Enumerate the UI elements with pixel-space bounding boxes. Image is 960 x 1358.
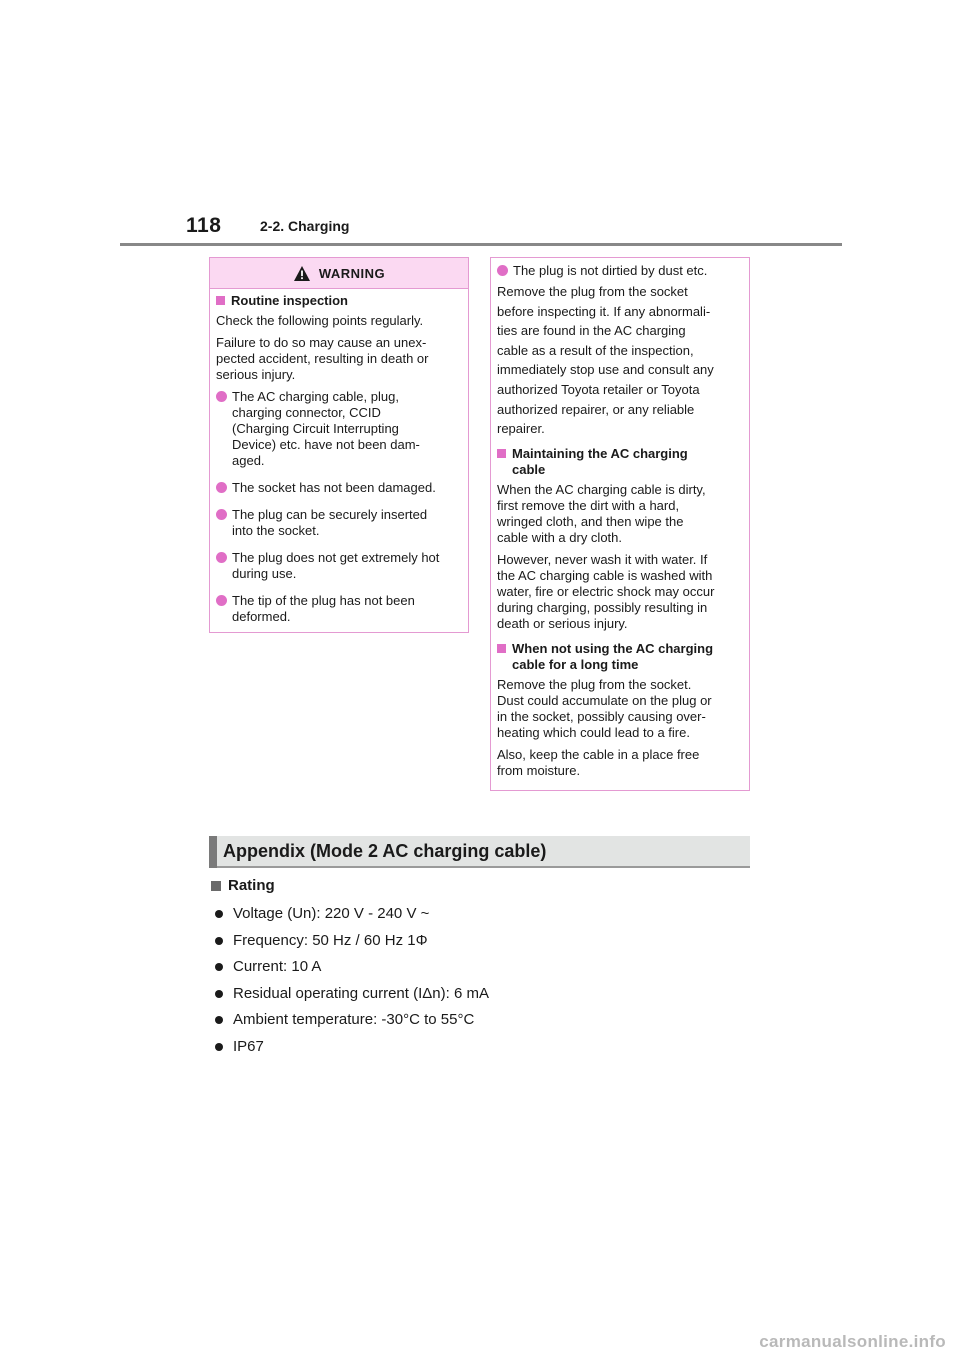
bullet-dot-icon [215,990,223,998]
section-title: 2-2. Charging [260,218,350,234]
maintaining-heading [497,446,743,478]
maintaining-text [497,482,743,546]
caution-text [216,335,462,383]
list-item [216,507,462,539]
list-item [211,928,489,955]
detail-line: cable as a result of the inspection, [497,342,694,358]
bullet-dot-icon [215,910,223,918]
round-bullet-icon [497,265,508,276]
warning-header [210,258,468,289]
list-item [216,593,462,625]
list-item [211,954,489,981]
spec-text: Current: 10 A [233,958,322,976]
heading-accent [209,836,217,868]
bullet-dot-icon [215,963,223,971]
round-bullet-icon [216,482,227,493]
detail-line: immediately stop use and consult any [497,362,714,378]
not-using-text [497,677,743,741]
rating-spec-list [211,901,489,1060]
square-bullet-icon [211,881,221,891]
list-item [211,1034,489,1061]
heading-line: cable [512,461,546,477]
not-using-heading [497,641,743,673]
watermark-link[interactable]: carmanualsonline.info [759,1332,946,1351]
rating-heading [211,877,275,894]
list-item-text: The socket has not been damaged. [232,480,436,495]
inspection-detail-text [497,282,743,439]
bullet-dot-icon [215,1043,223,1051]
list-item [216,550,462,582]
warning-box [209,257,469,633]
text-line: from moisture. [497,762,581,778]
caution-line: pected accident, resulting in death or [216,351,429,366]
square-bullet-icon [497,449,506,458]
page-number: 118 [186,214,222,237]
detail-line: repairer. [497,421,545,437]
item-line: charging connector, CCID [232,405,381,420]
list-item-text [232,593,462,625]
text-line: heating which could lead to a fire. [497,724,690,740]
not-using-moisture-text [497,747,743,779]
item-line: deformed. [232,609,291,624]
header-divider [120,243,842,246]
detail-line: before inspecting it. If any abnormali- [497,303,711,319]
text-line: during charging, possibly resulting in [497,599,708,615]
detail-line: authorized repairer, or any reliable [497,401,695,417]
heading-line: Maintaining the AC charging [512,445,688,461]
heading-text [512,641,713,673]
square-bullet-icon [497,644,506,653]
caution-line: Failure to do so may cause an unex- [216,335,427,350]
warning-continuation-box [490,257,750,791]
warning-triangle-icon [293,265,311,282]
appendix-title: Appendix (Mode 2 AC charging cable) [223,841,547,861]
item-line: The AC charging cable, plug, [232,389,399,404]
detail-line: Remove the plug from the socket [497,284,688,299]
list-item [211,1007,489,1034]
list-item-text [232,507,462,539]
heading-line: When not using the AC charging [512,640,714,656]
list-item-text [232,550,462,582]
spec-text: Residual operating current (IΔn): 6 mA [233,984,489,1002]
item-line: into the socket. [232,523,320,538]
list-item [497,263,743,279]
item-line: The plug can be securely inserted [232,507,428,522]
text-line: Remove the plug from the socket. [497,676,692,692]
warning-title: WARNING [318,265,386,281]
spec-text: Voltage (Un): 220 V - 240 V ~ [233,905,430,923]
round-bullet-icon [216,391,227,402]
bullet-dot-icon [215,1016,223,1024]
text-line: Dust could accumulate on the plug or [497,692,712,708]
text-line: wringed cloth, and then wipe the [497,513,684,529]
list-item [216,389,462,469]
item-line: The tip of the plug has not been [232,593,415,608]
caution-line: serious injury. [216,367,296,382]
list-item [211,901,489,928]
spec-text: IP67 [233,1037,264,1055]
text-line: cable with a dry cloth. [497,529,623,545]
text-line: However, never wash it with water. If [497,551,708,567]
warning-body [210,289,468,625]
text-line: Also, keep the cable in a place free [497,746,700,762]
round-bullet-icon [216,552,227,563]
spec-text: Ambient temperature: -30°C to 55°C [233,1011,475,1029]
text-line: the AC charging cable is washed with [497,567,713,583]
item-line: Device) etc. have not been dam- [232,437,420,452]
page-header [0,0,960,250]
item-line: during use. [232,566,297,581]
item-line: The plug does not get extremely hot [232,550,440,565]
text-line: water, fire or electric shock may occur [497,583,715,599]
rating-heading-text: Rating [228,877,275,894]
detail-line: authorized Toyota retailer or Toyota [497,381,700,397]
text-line: in the socket, possibly causing over- [497,708,706,724]
bullet-dot-icon [215,937,223,945]
intro-text: Check the following points regularly. [216,313,424,328]
heading-line: cable for a long time [512,656,639,672]
heading-text [512,446,688,478]
round-bullet-icon [216,509,227,520]
item-line: aged. [232,453,265,468]
list-item-text [232,389,462,469]
spec-text: Frequency: 50 Hz / 60 Hz 1Φ [233,931,428,949]
text-line: When the AC charging cable is dirty, [497,481,706,497]
text-line: death or serious injury. [497,615,628,631]
item-line: (Charging Circuit Interrupting [232,421,399,436]
square-bullet-icon [216,296,225,305]
list-item [216,480,462,496]
round-bullet-icon [216,595,227,606]
heading-text: Routine inspection [231,293,348,308]
list-item [211,981,489,1008]
routine-inspection-heading [216,293,462,309]
maintaining-caution-text [497,552,743,632]
appendix-heading-bar [209,836,750,868]
list-item-text: The plug is not dirtied by dust etc. [513,263,708,278]
text-line: first remove the dirt with a hard, [497,497,680,513]
detail-line: ties are found in the AC charging [497,323,686,339]
